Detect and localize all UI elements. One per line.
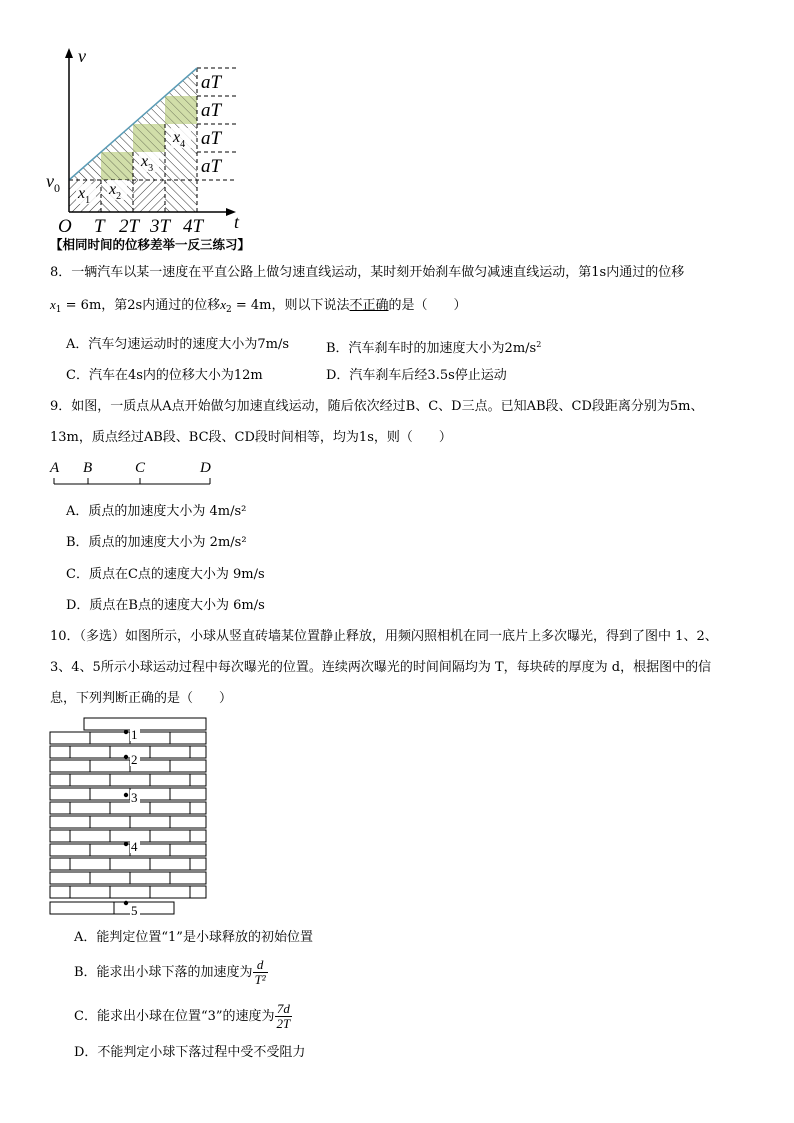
- area-label-x4: $x_4$: [173, 129, 186, 150]
- q9-option-c[interactable]: C．质点在C点的速度大小为 9m/s: [66, 567, 265, 582]
- q8-option-b[interactable]: B．汽车刹车时的加速度大小为$2m/s^2$: [326, 340, 542, 356]
- v-axis-label: v: [78, 46, 86, 66]
- tick-4T: 4T: [183, 216, 204, 237]
- q8-option-c[interactable]: C．汽车在4s内的位移大小为12m: [66, 368, 263, 383]
- q8-option-d[interactable]: D．汽车刹车后经3.5s停止运动: [326, 368, 507, 383]
- increment-label-3: aT: [201, 128, 222, 149]
- q10-option-d[interactable]: D．不能判定小球下落过程中受不受阻力: [74, 1045, 306, 1060]
- vt-graph: [40, 40, 260, 240]
- q10-option-a[interactable]: A．能判定位置“1”是小球释放的初始位置: [74, 930, 313, 945]
- q10-stem-line1: 10．（多选）如图所示，小球从竖直砖墙某位置静止释放，用频闪照相机在同一底片上多次曝光，得到了图中 1、2、: [50, 629, 718, 644]
- q10-option-c[interactable]: C．能求出小球在位置“3”的速度为 $\frac{7d}{2T}$: [74, 1001, 291, 1031]
- q9-stem-line1: 9．如图，一质点从A点开始做匀加速直线运动，随后依次经过B、C、D三点。已知AB段、CD段距离分别为5m、: [50, 399, 704, 414]
- t-axis-label: t: [234, 212, 240, 232]
- ball-label-2: 2: [131, 752, 138, 767]
- q9-option-b[interactable]: B．质点的加速度大小为 2m/s²: [66, 535, 247, 550]
- increment-label-1: aT: [201, 72, 222, 93]
- q9-stem-line2: 13m，质点经过AB段、BC段、CD段时间相等，均为1s，则（ ）: [50, 430, 452, 445]
- increment-label-2: aT: [201, 100, 222, 121]
- tick-2T: 2T: [119, 216, 140, 237]
- q8-underlined-word: 不正确: [349, 298, 389, 313]
- origin-label: O: [58, 216, 72, 237]
- ball-2: [124, 755, 128, 759]
- area-label-x3: $x_3$: [141, 153, 154, 174]
- q9-line-diagram: [46, 456, 226, 492]
- ball-4: [124, 842, 128, 846]
- q10-option-c-fraction: $\frac{7d}{2T}$: [276, 1001, 291, 1031]
- area-label-x2: $x_2$: [109, 181, 122, 202]
- v0-label: $v_0$: [46, 171, 60, 195]
- ball-label-5: 5: [131, 903, 138, 918]
- q8-stem-line2: [50, 296, 467, 319]
- increment-label-4: aT: [201, 156, 222, 177]
- q10-option-b[interactable]: B．能求出小球下落的加速度为 $\frac{d}{\text{T²}}$: [74, 957, 266, 987]
- point-d-label: D: [200, 460, 211, 476]
- q8-x2-symbol: x: [220, 297, 227, 312]
- q10-stem-line2: 3、4、5所示小球运动过程中每次曝光的位置。连续两次曝光的时间间隔均为 T，每块砖的厚度为 d，根据图中的信: [50, 660, 712, 675]
- q8-mid-text: ，第2s内通过的位移: [101, 298, 221, 313]
- q8-x1-sub: 1: [55, 305, 62, 315]
- q9-option-d[interactable]: D．质点在B点的速度大小为 6m/s: [66, 598, 265, 613]
- q8-option-a[interactable]: A．汽车匀速运动时的速度大小为7m/s: [66, 337, 290, 352]
- q8-x1-symbol: x: [50, 297, 56, 312]
- ball-3: [124, 793, 128, 797]
- point-a-label: A: [50, 460, 60, 476]
- q9-option-a[interactable]: A．质点的加速度大小为 4m/s²: [66, 504, 247, 519]
- tick-T: T: [94, 216, 105, 237]
- point-b-label: B: [83, 460, 93, 476]
- brick-wall-diagram: [46, 714, 216, 920]
- area-label-x1: $x_1$: [78, 185, 91, 206]
- ball-label-4: 4: [131, 839, 138, 854]
- ball-5: [124, 901, 128, 905]
- q8-stem-line1: 8．一辆汽车以某一速度在平直公路上做匀速直线运动，某时刻开始刹车做匀减速直线运动，第1s内通过的位移: [50, 265, 685, 280]
- q10-option-b-fraction: $\frac{d}{\text{T²}}$: [254, 957, 266, 987]
- q8-x2-sub: 2: [226, 305, 232, 315]
- section-heading: 【相同时间的位移差举一反三练习】: [50, 237, 251, 252]
- point-c-label: C: [135, 460, 146, 476]
- ball-label-1: 1: [131, 727, 138, 742]
- ball-label-3: 3: [131, 790, 138, 805]
- q8-pre-underline: ，则以下说法: [271, 298, 350, 313]
- ball-1: [124, 730, 128, 734]
- tick-3T: 3T: [150, 216, 171, 237]
- q10-stem-line3: 息，下列判断正确的是（ ）: [50, 691, 233, 706]
- q8-post-underline: 的是（ ）: [388, 298, 467, 313]
- q8-x2-value: = 4m: [231, 298, 272, 313]
- q8-x1-value: = 6m: [61, 298, 102, 313]
